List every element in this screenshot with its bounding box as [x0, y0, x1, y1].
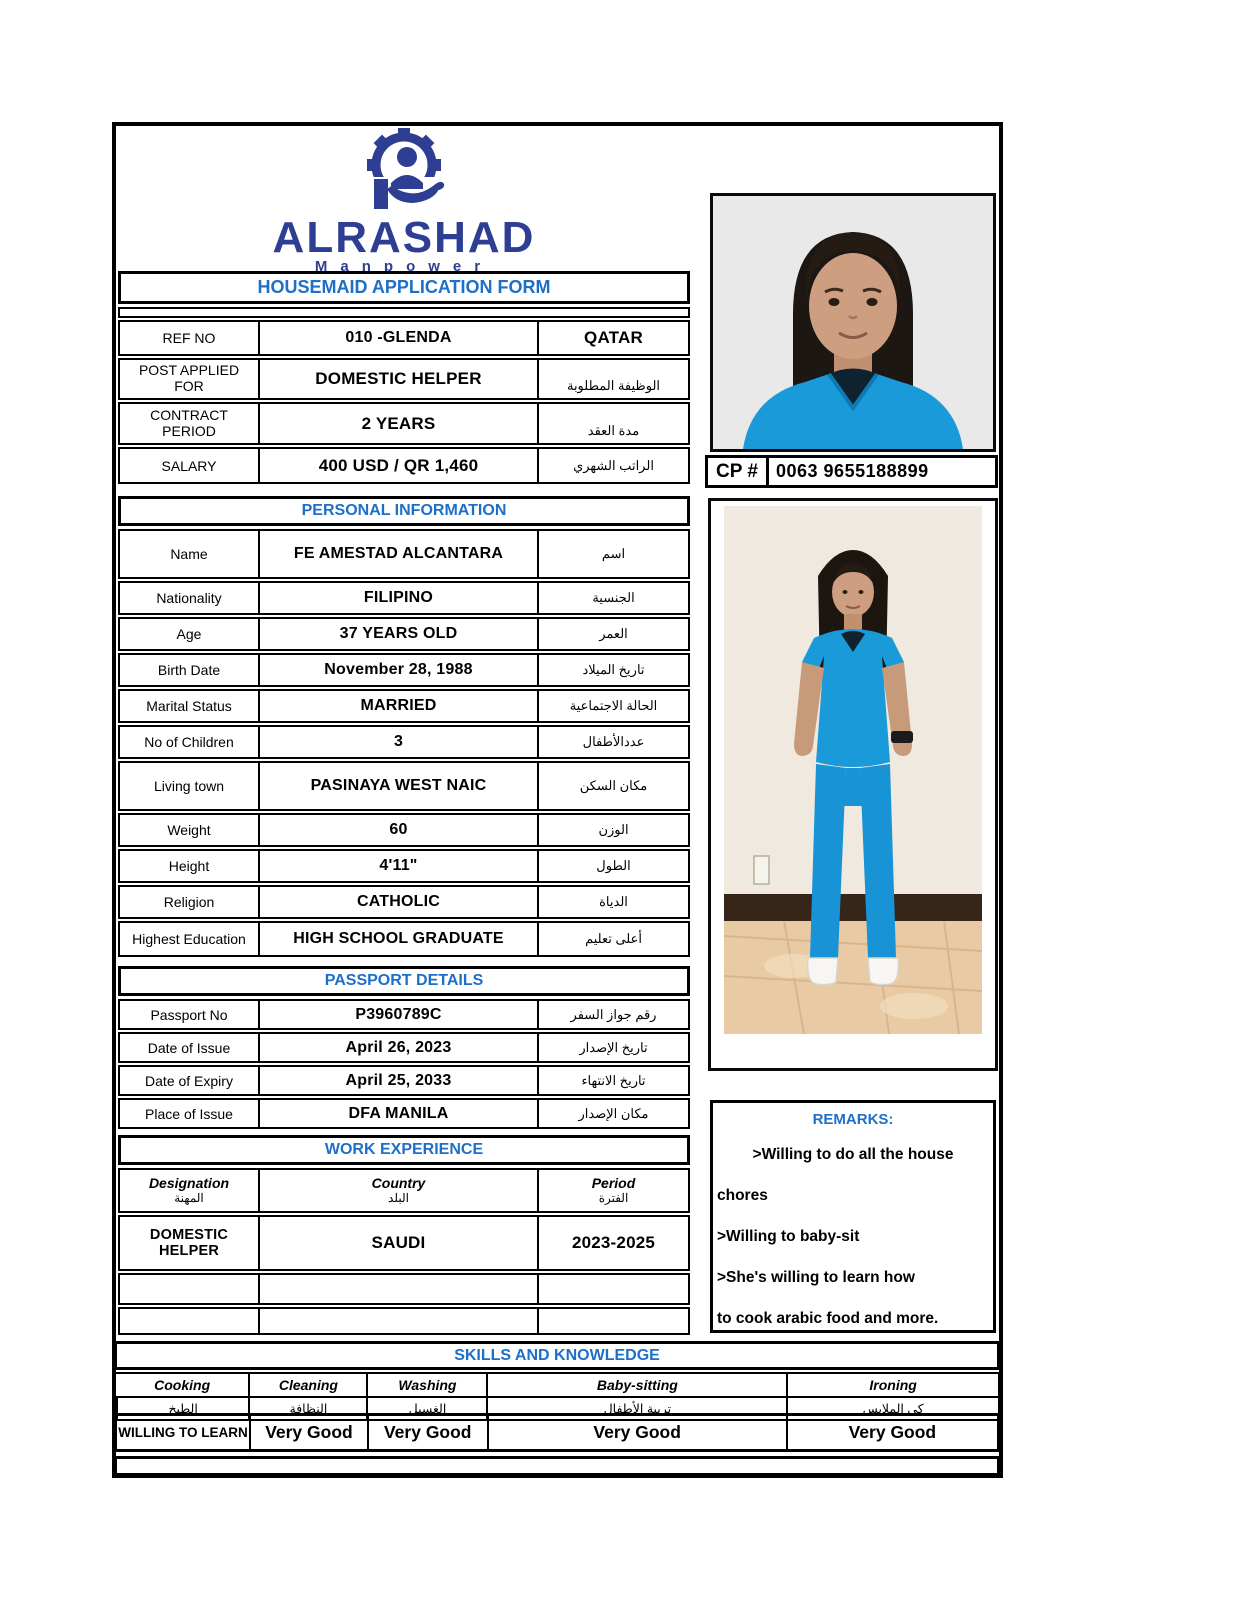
- row-value: April 26, 2023: [258, 1034, 539, 1061]
- row-label: REF NO: [162, 330, 216, 346]
- work-period: 2023-2025: [571, 1233, 656, 1252]
- application-table: [118, 320, 690, 484]
- remarks-line: >Willing to do all the house: [752, 1145, 954, 1163]
- table-row: [118, 402, 690, 445]
- skills-ratings-row: [114, 1413, 1000, 1452]
- row-note: الحالة الاجتماعية: [569, 698, 658, 713]
- cp-number: 0063 9655188899: [776, 461, 929, 481]
- work-period: [539, 1275, 688, 1303]
- row-label: Name: [170, 546, 208, 562]
- skill-name-arabic: تربية الأطفال: [486, 1396, 786, 1419]
- row-note: تاريخ الانتهاء: [581, 1072, 646, 1088]
- row-value: 010 -GLENDA: [258, 322, 539, 354]
- table-row: [118, 358, 690, 400]
- row-value: CATHOLIC: [258, 887, 539, 917]
- row-note: الراتب الشهري: [573, 457, 654, 473]
- divider-band: [118, 307, 690, 318]
- work-period: [539, 1309, 688, 1333]
- fullbody-illustration: [724, 506, 982, 1034]
- section-title: PERSONAL INFORMATION: [301, 502, 507, 519]
- logo-title: ALRASHAD: [272, 213, 536, 262]
- row-value: 400 USD / QR 1,460: [258, 449, 539, 482]
- remarks-title: REMARKS:: [812, 1111, 894, 1128]
- remarks-line: chores: [717, 1186, 768, 1204]
- row-label: Highest Education: [132, 931, 246, 947]
- remarks-box: [710, 1100, 996, 1333]
- skill-name: Cleaning: [248, 1374, 366, 1396]
- row-value: FE AMESTAD ALCANTARA: [258, 531, 539, 577]
- row-note: اسم: [601, 546, 626, 561]
- passport-table: [118, 999, 690, 1129]
- row-label: POST APPLIED FOR: [138, 362, 240, 394]
- applicant-fullbody-photo: [708, 498, 998, 1071]
- passport-header: [118, 966, 690, 996]
- personal-info-header: [118, 496, 690, 526]
- row-note: مكان السكن: [579, 778, 648, 793]
- row-value: DOMESTIC HELPER: [258, 360, 539, 398]
- row-note: مكان الإصدار: [578, 1105, 649, 1121]
- section-title: WORK EXPERIENCE: [324, 1141, 484, 1158]
- skill-name-arabic: النظافة: [248, 1396, 366, 1419]
- remarks-line: >Willing to baby-sit: [717, 1227, 860, 1245]
- skill-name-arabic: الطبخ: [116, 1396, 248, 1419]
- row-label: Birth Date: [157, 662, 221, 678]
- row-label: Nationality: [156, 590, 222, 606]
- row-note: العمر: [599, 626, 628, 641]
- table-row: [118, 320, 690, 356]
- row-label: SALARY: [161, 457, 217, 474]
- row-value: 3: [258, 727, 539, 757]
- row-value: HIGH SCHOOL GRADUATE: [258, 923, 539, 955]
- row-value: MARRIED: [258, 691, 539, 721]
- skill-rating: Very Good: [786, 1416, 997, 1449]
- contact-phone-row: [705, 455, 998, 488]
- remarks-line: to cook arabic food and more.: [717, 1309, 939, 1327]
- headshot-illustration: [713, 196, 993, 449]
- table-row: [118, 1307, 690, 1335]
- row-value: 4'11": [258, 851, 539, 881]
- skill-name: Ironing: [786, 1374, 998, 1396]
- row-value: 37 YEARS OLD: [258, 619, 539, 649]
- skill-name-arabic: كى الملابس: [786, 1396, 998, 1419]
- row-label: Place of Issue: [145, 1105, 233, 1122]
- gear-person-hand-icon: [329, 127, 479, 219]
- row-value: P3960789C: [258, 1001, 539, 1028]
- section-title: PASSPORT DETAILS: [324, 972, 484, 989]
- work-country: [258, 1275, 539, 1303]
- row-note: الطول: [596, 858, 631, 873]
- logo-subtitle: Manpower: [314, 258, 494, 275]
- skill-name: Baby-sitting: [486, 1374, 786, 1396]
- table-row: [118, 447, 690, 484]
- row-note: تاريخ الميلاد: [582, 662, 645, 677]
- skill-rating: Very Good: [249, 1416, 367, 1449]
- bottom-empty-strip: [114, 1456, 1000, 1476]
- row-note: الجنسية: [592, 590, 635, 605]
- work-designation: [120, 1275, 258, 1303]
- personal-info-table: [118, 529, 690, 957]
- skill-name-arabic: الغسيل: [366, 1396, 486, 1419]
- section-title: SKILLS AND KNOWLEDGE: [454, 1346, 660, 1364]
- table-row: [118, 1215, 690, 1271]
- column-header: Designation المهنة: [148, 1174, 230, 1205]
- row-note: رقم جواز السفر: [570, 1006, 657, 1022]
- skill-rating: Very Good: [487, 1416, 786, 1449]
- row-value: DFA MANILA: [258, 1100, 539, 1127]
- row-note: مدة العقد: [587, 423, 640, 438]
- column-header: Country البلد: [258, 1170, 539, 1211]
- row-value: November 28, 1988: [258, 655, 539, 685]
- work-designation: [120, 1309, 258, 1333]
- row-note: QATAR: [584, 328, 643, 347]
- skill-rating: WILLING TO LEARN: [118, 1425, 248, 1440]
- row-label: Height: [168, 858, 210, 874]
- row-label: CONTRACT PERIOD: [150, 407, 228, 439]
- row-label: Religion: [163, 894, 215, 910]
- row-value: April 25, 2033: [258, 1067, 539, 1094]
- row-value: 60: [258, 815, 539, 845]
- row-note: أعلى تعليم: [585, 931, 642, 946]
- work-country: SAUDI: [258, 1217, 539, 1269]
- work-experience-header: [118, 1135, 690, 1165]
- row-value: 2 YEARS: [258, 404, 539, 443]
- table-header-row: [118, 1168, 690, 1213]
- applicant-headshot-photo: [710, 193, 996, 452]
- row-note: الدياة: [599, 894, 628, 909]
- row-label: Date of Expiry: [145, 1072, 233, 1089]
- row-label: Weight: [167, 822, 211, 838]
- work-designation: DOMESTIC HELPER: [149, 1227, 229, 1259]
- remarks-line: >She's willing to learn how: [717, 1268, 915, 1286]
- row-note: الوظيفة المطلوبة: [566, 378, 661, 393]
- skill-rating: Very Good: [367, 1416, 487, 1449]
- form-title-box: [118, 271, 690, 304]
- row-label: Age: [176, 626, 202, 642]
- skills-header: [114, 1341, 1000, 1370]
- row-label: Date of Issue: [147, 1039, 231, 1056]
- work-country: [258, 1309, 539, 1333]
- cp-label: CP #: [708, 458, 769, 485]
- skill-name: Cooking: [154, 1377, 211, 1393]
- row-value: FILIPINO: [258, 583, 539, 613]
- row-label: Living town: [153, 778, 225, 794]
- row-label: Marital Status: [146, 698, 232, 714]
- row-label: Passport No: [150, 1006, 228, 1023]
- row-value: PASINAYA WEST NAIC: [258, 763, 539, 809]
- page-title: HOUSEMAID APPLICATION FORM: [257, 277, 551, 297]
- work-experience-table: [118, 1168, 690, 1335]
- agency-logo: [118, 127, 690, 275]
- row-note: عددالأطفال: [582, 734, 645, 749]
- column-header: Period الفترة: [591, 1174, 636, 1205]
- row-note: تاريخ الإصدار: [579, 1039, 648, 1055]
- row-label: No of Children: [144, 734, 234, 750]
- skill-name: Washing: [366, 1374, 486, 1396]
- table-row: [118, 1273, 690, 1305]
- row-note: الوزن: [598, 822, 629, 837]
